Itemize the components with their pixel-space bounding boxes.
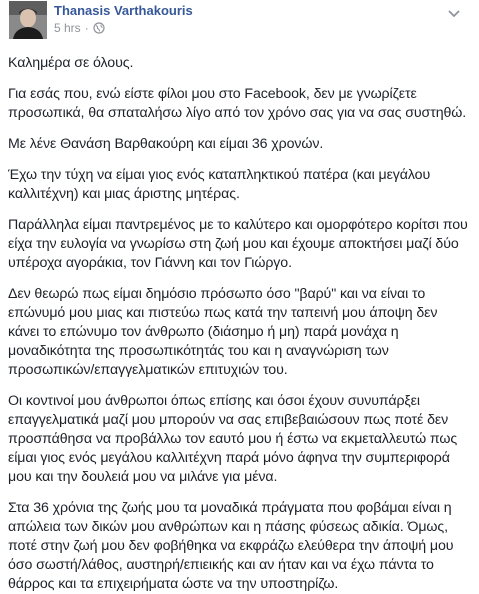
chevron-down-icon[interactable] bbox=[447, 6, 461, 16]
post-body bbox=[8, 54, 471, 594]
post-author-name[interactable]: Thanasis Varthakouris bbox=[54, 3, 193, 18]
avatar[interactable] bbox=[9, 1, 47, 39]
post-header bbox=[8, 0, 471, 50]
post-meta bbox=[54, 21, 105, 35]
post-paragraph: Για εσάς που, ενώ είστε φίλοι μου στο Facebook, δεν με γνωρίζετε προσωπικά, θα σπαταλήσω λίγο από τον χρόνο σας για να σας συστηθώ. bbox=[8, 86, 467, 121]
globe-icon[interactable] bbox=[93, 22, 105, 34]
post-paragraph: Έχω την τύχη να είμαι γιος ενός καταπληκτικού πατέρα (και μεγάλου καλλιτέχνη) και μιας άριστης μητέρας. bbox=[8, 167, 431, 202]
post-paragraph: Καλημέρα σε όλους. bbox=[8, 55, 134, 71]
post-paragraph: Οι κοντινοί μου άνθρωποι όπως επίσης και όσοι έχουν συνυπάρξει επαγγελματικά μαζί μου μπορούν να σας επιβεβαιώσουν πως ποτέ δεν προσπάθησα να προβάλλω τον εαυτό μου ή έστω να εκμεταλλευτώ πως είμαι γιος ενός μεγάλου καλλιτέχνη παρά μόνο άφηνα την συμπεριφορά μου και την δουλειά μου να μιλάνε για μένα. bbox=[8, 393, 458, 485]
post-paragraph: Στα 36 χρόνια της ζωής μου τα μοναδικά πράγματα που φοβάμαι είναι η απώλεια των δικών μου ανθρώπων και η πάσης φύσεως αδικία. Όμως, ποτέ στην ζωή μου δεν φοβήθηκα να εκφράζω ελεύθερα την άποψή μου όσο σωστή/λάθος, αυστηρή/επιεικής και αν ήταν και να έχω πάντα το θάρρος και τα επιχειρήματα ώστε να την υποστηρίζω. bbox=[8, 500, 454, 592]
post-paragraph: Δεν θεωρώ πως είμαι δημόσιο πρόσωπο όσο "βαρύ" και να είναι το επώνυμό μου μιας και πιστεύω πως κατά την ταπεινή μου άποψη δεν κάνει το επώνυμο τον άνθρωπο (διάσημο ή μη) παρά μονάχα η μοναδικότητα της προσωπικότητάς του και η αναγνώριση των προσωπικών/επαγγελματικών επιτυχιών του. bbox=[8, 286, 438, 378]
post-paragraph: Με λένε Θανάση Βαρθακούρη και είμαι 36 χρονών. bbox=[8, 136, 324, 152]
post-timestamp[interactable]: 5 hrs bbox=[54, 21, 81, 35]
meta-separator: · bbox=[84, 21, 89, 35]
post-paragraph: Παράλληλα είμαι παντρεμένος με το καλύτερο και ομορφότερο κορίτσι που είχα την ευλογία να γνωρίσω στη ζωή μου και έχουμε αποκτήσει μαζί δύο υπέροχα αγοράκια, τον Γιάννη και τον Γιώργο. bbox=[8, 217, 468, 271]
